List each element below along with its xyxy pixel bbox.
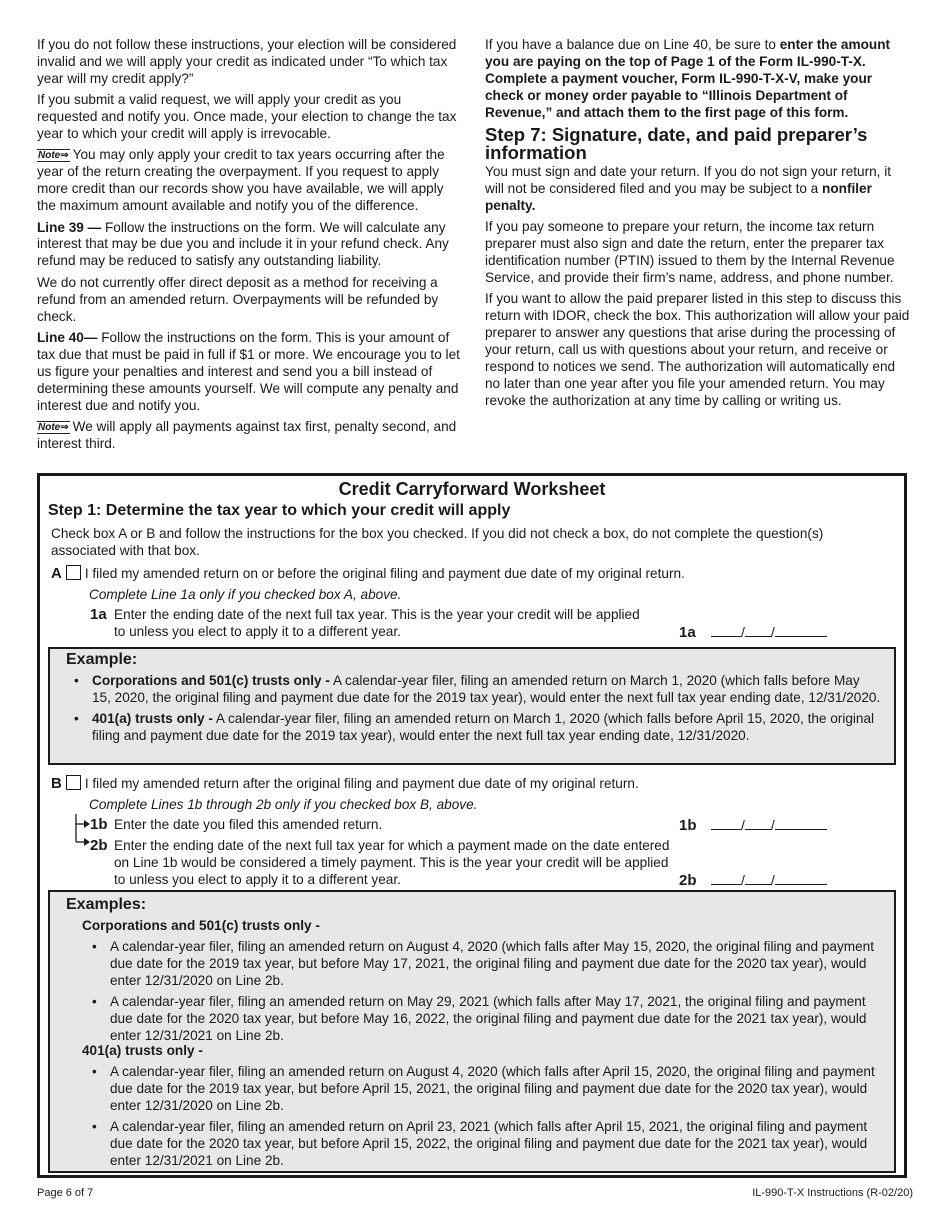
line-2b-entry: 2b / / [679, 872, 827, 890]
box-b-text: I filed my amended return after the original filing and payment due date of my original return. [84, 776, 639, 791]
nonfiler-penalty-bold: nonfiler penalty. [485, 180, 872, 213]
line-1a-day-field[interactable] [745, 624, 771, 637]
preparer-paragraph: If you pay someone to prepare your return, the income tax return preparer must also sign and date the return, enter the preparer tax identification number (PTIN) issued to them by the Internal Revenue Service, and provide their firm’s name, address, and phone number. [485, 219, 895, 285]
step7-heading: Step 7: Signature, date, and paid preparer’s information [485, 124, 868, 164]
box-b-instruction: Complete Lines 1b through 2b only if you checked box B, above. [89, 797, 478, 812]
line39-label: Line 39 — [37, 219, 102, 235]
examples-401a-heading: 401(a) trusts only - [82, 1043, 203, 1058]
direct-deposit-paragraph: We do not currently offer direct deposit as a method for receiving a refund from an amended return. Overpayments will be refunded by check. [37, 274, 439, 324]
line-2b-month-field[interactable] [711, 872, 741, 885]
box-a-text: I filed my amended return on or before the original filing and payment due date of my original return. [84, 566, 685, 581]
examples-title: Examples: [66, 896, 147, 913]
line-2b-day-field[interactable] [745, 872, 771, 885]
line-1b-entry: 1b / / [679, 817, 827, 835]
line-1b-description: 1b Enter the date you filed this amended return. [90, 816, 383, 833]
examples-corp-item-1: • A calendar-year filer, filing an amended return on August 4, 2020 (which falls after May 15, 2020, the original filing and payment due date for the 2019 tax year, but before May 17, 2021, the original filing and payment due date for the 2020 tax year), would enter 12/31/2020 on Line 2b. [90, 939, 890, 990]
line39-paragraph [37, 220, 465, 271]
box-a-checkbox[interactable] [66, 565, 81, 580]
box-a-letter: A [51, 565, 62, 582]
line-1b-year-field[interactable] [775, 817, 827, 830]
box-a-row [51, 565, 685, 583]
worksheet-step1-heading: Step 1: Determine the tax year to which your credit will apply [48, 502, 511, 519]
valid-request-paragraph: If you submit a valid request, we will apply your credit as you requested and notify you. Once made, your election to change the tax year to which your credit will apply is irrevocable. [37, 92, 457, 142]
line-1a-entry: 1a / / [679, 624, 827, 642]
balance-due-paragraph: If you have a balance due on Line 40, be sure to enter the amount you are paying on the top of Page 1 of the Form IL-990-T-X. Complete a payment voucher, Form IL-990-T-X-V, make your check or money order payable to “Illinois Department of Revenue,” and attach them to the first page of this form. [485, 37, 891, 120]
line40-paragraph [37, 330, 465, 415]
line-1a-month-field[interactable] [711, 624, 741, 637]
line39-text: Follow the instructions on the form. We will calculate any interest that may be due you and include it in your refund check. Any refund may be reduced to satisfy any outstanding liability. [37, 219, 449, 269]
sign-return-paragraph: You must sign and date your return. If you do not sign your return, it will not be considered filed and you may be subject to a nonfiler penalty. [485, 164, 892, 213]
example-box-2 [48, 890, 896, 1173]
line-1b-day-field[interactable] [745, 817, 771, 830]
examples-corp-list [90, 939, 890, 1048]
election-invalid-paragraph: If you do not follow these instructions, your election will be considered invalid and we will apply your credit as indicated under “To which tax year will my credit apply?” [37, 37, 457, 86]
note-text-1: You may only apply your credit to tax years occurring after the year of the return creating the overpayment. If you request to apply more credit than our records show you have available, we will apply the maximum amount available and notify you of the difference. [37, 147, 445, 214]
box-b-row [51, 775, 639, 793]
line-1b-month-field[interactable] [711, 817, 741, 830]
line-2b-description: 2b Enter the ending date of the next full tax year for which a payment made on the date entered on Line 1b would be considered a timely payment. This is the year your credit will be applied to unless you elect to apply it to a different year. [90, 837, 670, 887]
worksheet-title: Credit Carryforward Worksheet [338, 479, 606, 499]
left-column [37, 37, 465, 457]
examples-401a-item-1: • A calendar-year filer, filing an amended return on August 4, 2020 (which falls after April 15, 2020, the original filing and payment due date for the 2019 tax year, but before April 15, 2021, the original filing and payment due date for the 2020 tax year), would enter 12/31/2020 on Line 2b. [90, 1064, 890, 1115]
connector-arrow-icon [72, 814, 92, 848]
credit-carryforward-worksheet [37, 473, 907, 1178]
note-icon: Note⇒ [38, 150, 69, 162]
line-2b-label: 2b [90, 837, 108, 854]
right-column [485, 37, 913, 414]
example-box-1 [48, 647, 896, 765]
authorization-paragraph: If you want to allow the paid preparer listed in this step to discuss this return with IDOR, check the box. This authorization will allow your paid preparer to answer any questions that arise during the processing of your return, call us with questions about your return, and receive or respond to notices we send. The authorization will automatically end no later than one year after you file your amended return. You may revoke the authorization at any time by calling or writing us. [485, 291, 910, 408]
examples-401a-list [90, 1064, 890, 1173]
line-2b-year-field[interactable] [775, 872, 827, 885]
box-b-letter: B [51, 775, 62, 792]
example-corp-item: • Corporations and 501(c) trusts only - A calendar-year filer, filing an amended return on March 1, 2020 (which falls before May 15, 2020, the original filing and payment due date for the 2019 tax year), would enter the next full tax year ending date, 12/31/2020. [72, 673, 882, 707]
box-b-checkbox[interactable] [66, 775, 81, 790]
balance-due-bold: enter the amount you are paying on the top of Page 1 of the Form IL-990-T-X. Complete a payment voucher, Form IL-990-T-X-V, make your check or money order payable to “Illinois Department of Revenue,” and attach them to the first page of this form. [485, 37, 891, 120]
box-a-instruction: Complete Line 1a only if you checked box A, above. [89, 587, 402, 602]
note-text-2: We will apply all payments against tax first, penalty second, and interest third. [37, 419, 457, 451]
worksheet-intro: Check box A or B and follow the instructions for the box you checked. If you did not check a box, do not complete the question(s) associated with that box. [51, 526, 824, 558]
examples-corp-heading: Corporations and 501(c) trusts only - [82, 918, 320, 933]
line-1b-label: 1b [90, 816, 108, 833]
note-icon: Note⇒ [38, 422, 69, 434]
example-list [72, 673, 882, 749]
line-1a-label: 1a [90, 606, 107, 623]
line40-text: Follow the instructions on the form. This is your amount of tax due that must be paid in full if $1 or more. We encourage you to let us figure your penalties and interest and send you a bill instead of determining these amounts yourself. We will compute any penalty and interest due and notify you. [37, 330, 460, 413]
line-1a-description: 1a Enter the ending date of the next full tax year. This is the year your credit will be applied to unless you elect to apply it to a different year. [90, 606, 640, 639]
form-identifier: IL-990-T-X Instructions (R-02/20) [752, 1187, 913, 1199]
examples-corp-item-2: • A calendar-year filer, filing an amended return on May 29, 2021 (which falls after May 17, 2021, the original filing and payment due date for the 2020 tax year, but before May 16, 2022, the original filing and payment due date for the 2021 tax year), would enter 12/31/2021 on Line 2b. [90, 994, 890, 1045]
examples-401a-item-2: • A calendar-year filer, filing an amended return on April 23, 2021 (which falls after April 15, 2021, the original filing and payment due date for the 2020 tax year, but before April 15, 2022, the original filing and payment due date for the 2021 tax year), would enter 12/31/2021 on Line 2b. [90, 1119, 890, 1170]
note-paragraph-1 [37, 147, 465, 215]
line-1a-year-field[interactable] [775, 624, 827, 637]
line40-label: Line 40— [37, 330, 98, 345]
example-title: Example: [66, 651, 138, 668]
note-paragraph-2 [37, 419, 465, 453]
page-number: Page 6 of 7 [37, 1187, 94, 1199]
example-401a-item: • 401(a) trusts only - A calendar-year filer, filing an amended return on March 1, 2020 (which falls before April 15, 2020, the original filing and payment due date for the 2019 tax year), would enter the next full tax year ending date, 12/31/2020. [72, 711, 882, 745]
